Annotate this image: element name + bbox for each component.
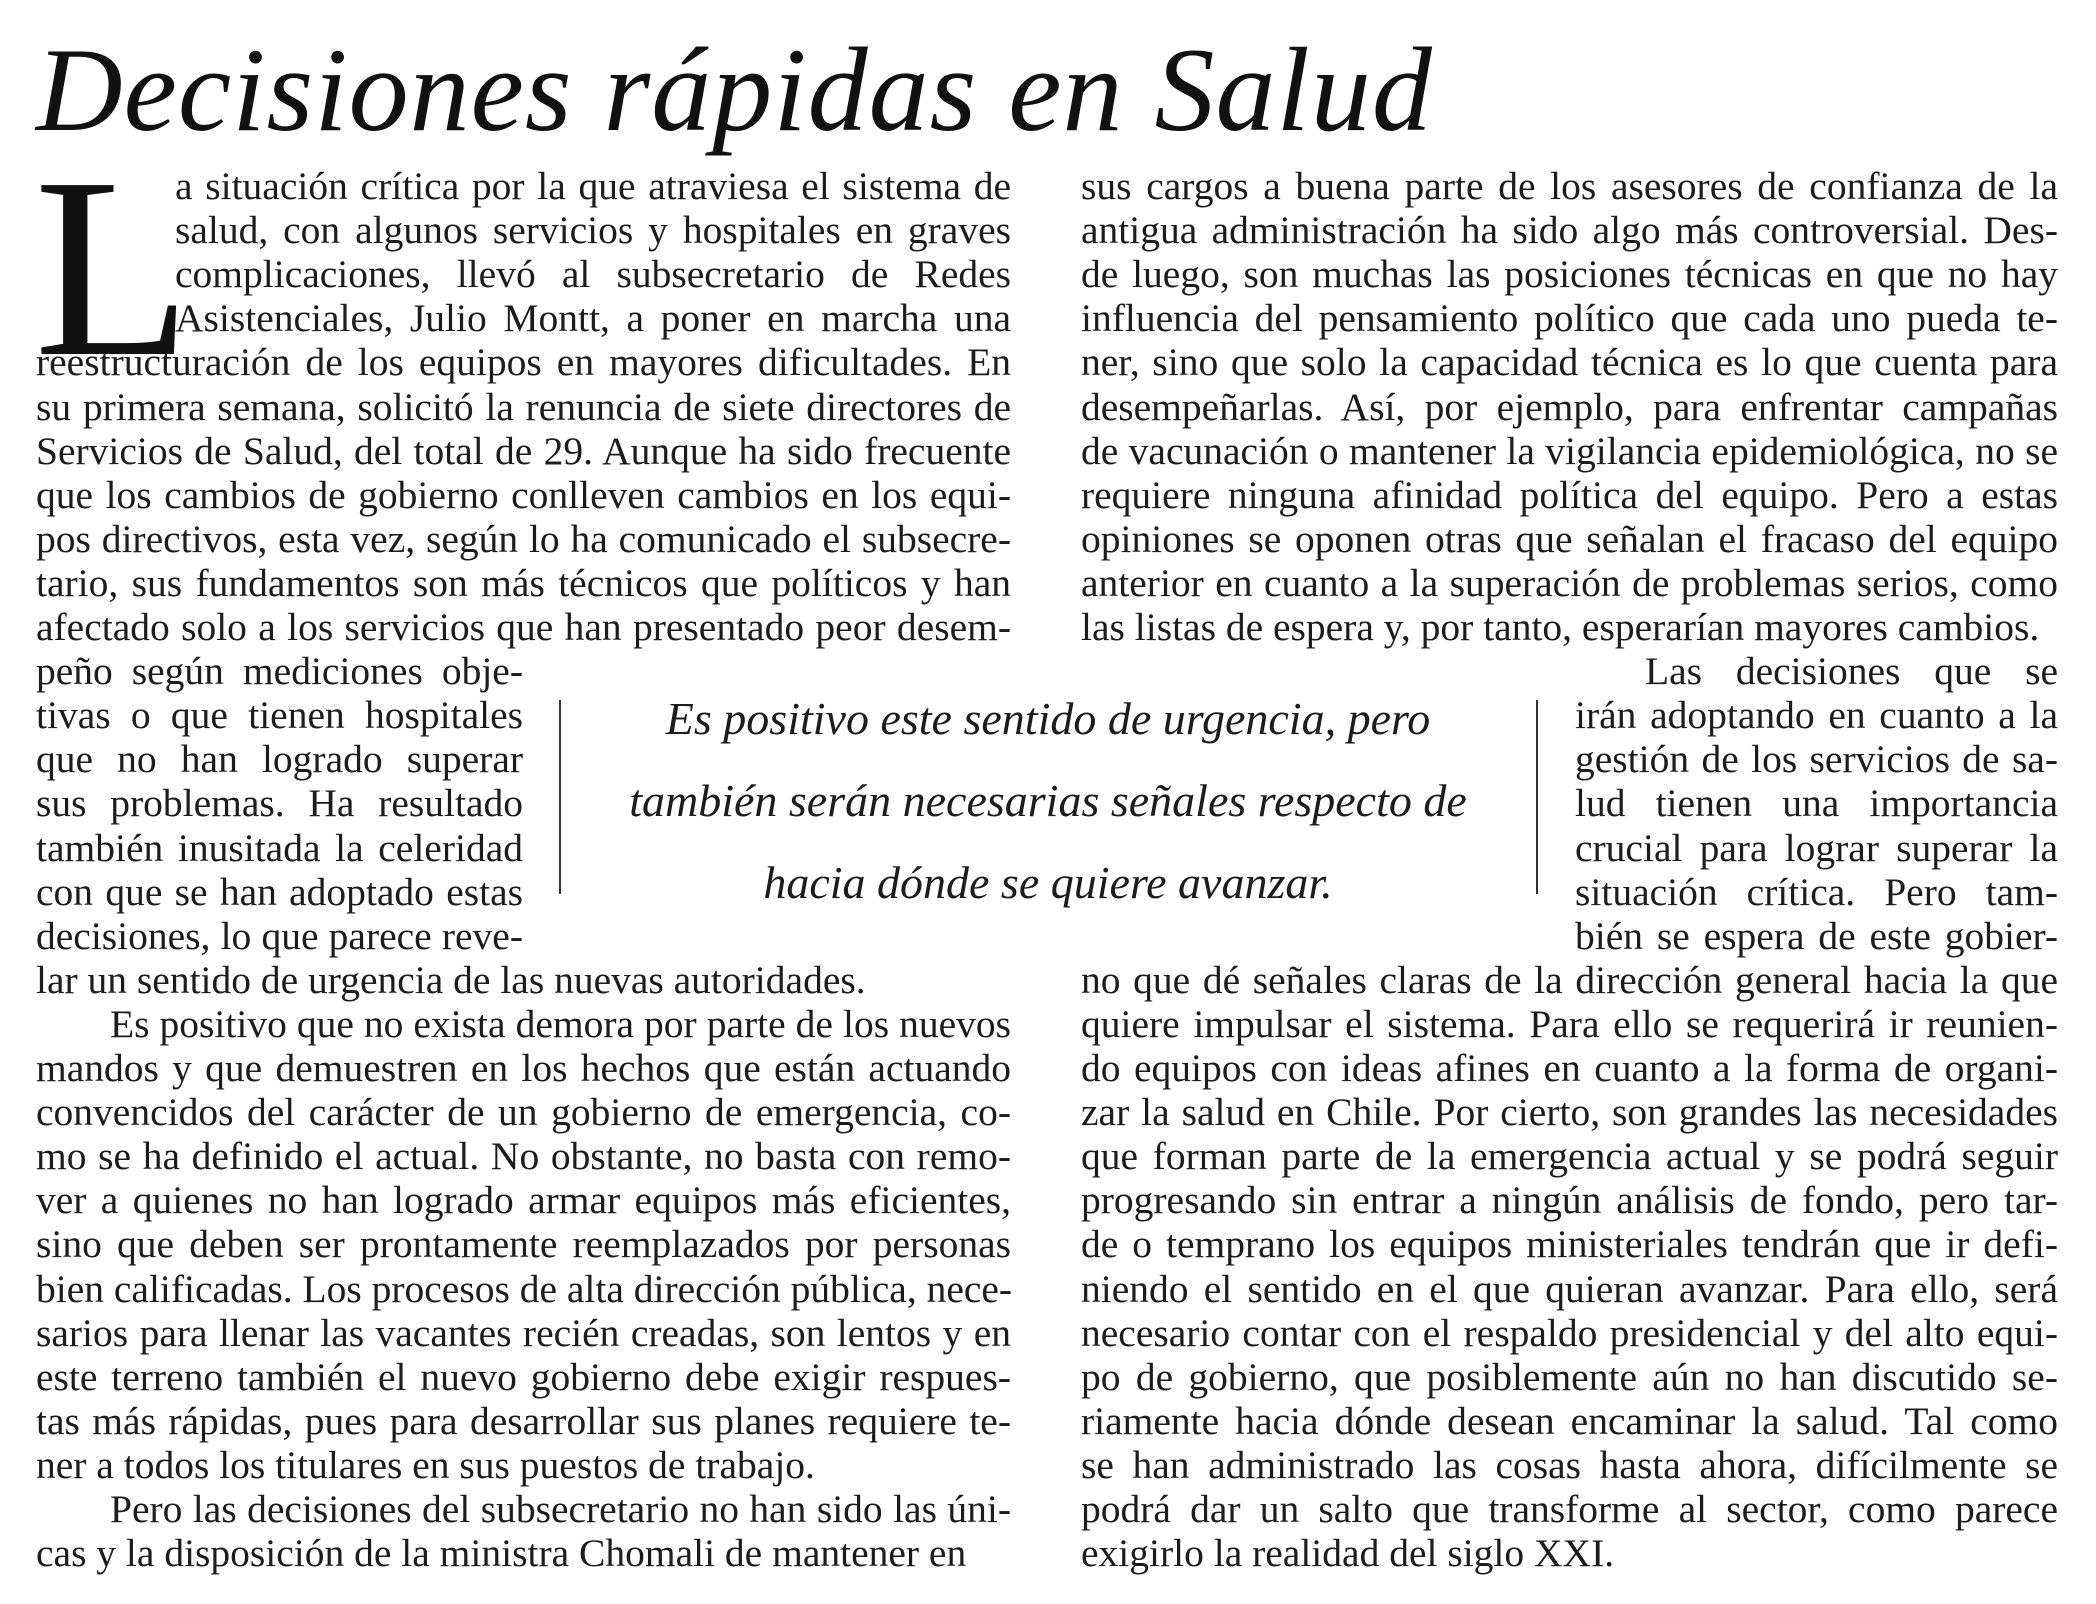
article-title: Decisiones rápidas en Salud <box>36 23 1433 156</box>
left-column-line: cas y la disposición de la ministra Chomali de mantener en <box>36 1531 967 1576</box>
left-column-line: convencidos del carácter de un gobierno de emergencia, co- <box>36 1090 1011 1135</box>
right-column-line: exigirlo la realidad del siglo XXI. <box>1081 1531 1615 1576</box>
right-column-line: irán adoptando en cuanto a la <box>1575 693 2058 738</box>
left-column-line: decisiones, lo que parece reve- <box>36 913 523 958</box>
drop-cap: L <box>34 124 192 410</box>
left-column-line: sus problemas. Ha resultado <box>36 781 523 826</box>
pull-quote-line: también serán necesarias señales respecto de <box>629 775 1467 826</box>
right-column-line: gestión de los servicios de sa- <box>1575 737 2058 782</box>
right-column-line: situación crítica. Pero tam- <box>1575 869 2058 914</box>
right-column-line: las listas de espera y, por tanto, esperarían mayores cambios. <box>1081 605 2040 649</box>
left-column-line: tivas o que tienen hospitales <box>36 693 523 738</box>
left-column-line: Asistenciales, Julio Montt, a poner en marcha una <box>175 296 1011 341</box>
right-column-line: de luego, son muchas las posiciones técnicas en que no hay <box>1081 252 2058 297</box>
right-column-line: necesario contar con el respaldo presidencial y del alto equi- <box>1081 1310 2058 1355</box>
left-column-line: pos directivos, esta vez, según lo ha comunicado el subsecre- <box>36 516 1011 561</box>
right-column-line: crucial para lograr superar la <box>1575 825 2058 870</box>
left-column-line: sino que deben ser prontamente reemplazados por personas <box>36 1222 1011 1267</box>
left-column-line: su primera semana, solicitó la renuncia de siete directores de <box>36 384 1011 429</box>
left-column-line: este terreno también el nuevo gobierno debe exigir respues- <box>36 1354 1011 1399</box>
left-column-line: lar un sentido de urgencia de las nuevas autoridades. <box>36 957 866 1002</box>
left-column-line: Servicios de Salud, del total de 29. Aunque ha sido frecuente <box>36 428 1011 473</box>
right-column-line: lud tienen una importancia <box>1575 781 2058 826</box>
right-column-line: Las decisiones que se <box>1645 649 2058 694</box>
right-column-line: antigua administración ha sido algo más controversial. Des- <box>1081 208 2058 253</box>
right-column-line: bién se espera de este gobier- <box>1575 913 2058 958</box>
left-column-line: salud, con algunos servicios y hospitales en graves <box>175 208 1011 253</box>
right-column-line: que forman parte de la emergencia actual y se podrá seguir <box>1081 1134 2058 1179</box>
pull-quote-left-rule <box>559 700 561 894</box>
left-column-line: complicaciones, llevó al subsecretario de Redes <box>175 252 1011 297</box>
right-column-line: desempeñarlas. Así, por ejemplo, para enfrentar campañas <box>1081 384 2058 429</box>
left-column-line: mo se ha definido el actual. No obstante, no basta con remo- <box>36 1134 1011 1179</box>
left-column-line: reestructuración de los equipos en mayores dificultades. En <box>36 340 1011 385</box>
right-column-line: podrá dar un salto que transforme al sector, como parece <box>1081 1487 2058 1531</box>
left-column-line: afectado solo a los servicios que han presentado peor desem- <box>36 605 1011 649</box>
right-column-line: progresando sin entrar a ningún análisis de fondo, pero tar- <box>1081 1178 2058 1223</box>
left-column-line: que los cambios de gobierno conlleven cambios en los equi- <box>36 472 1011 517</box>
right-column-line: zar la salud en Chile. Por cierto, son grandes las necesidades <box>1081 1090 2058 1135</box>
left-column-line: con que se han adoptado estas <box>36 869 523 914</box>
left-column-line: también inusitada la celeridad <box>36 825 523 870</box>
pull-quote-line: Es positivo este sentido de urgencia, pero <box>665 693 1431 744</box>
right-column-line: riamente hacia dónde desean encaminar la salud. Tal como <box>1081 1398 2058 1443</box>
right-column-line: no que dé señales claras de la dirección general hacia la que <box>1081 957 2058 1002</box>
left-column-line: mandos y que demuestren en los hechos que están actuando <box>36 1046 1011 1090</box>
left-column-line: ver a quienes no han logrado armar equipos más eficientes, <box>36 1178 1011 1223</box>
left-column-line: que no han logrado superar <box>36 737 523 782</box>
pull-quote-right-rule <box>1536 700 1538 894</box>
left-column-line: Pero las decisiones del subsecretario no han sido las úni- <box>110 1487 1011 1531</box>
right-column-line: po de gobierno, que posiblemente aún no han discutido se- <box>1081 1354 2058 1399</box>
right-column-line: se han administrado las cosas hasta ahora, difícilmente se <box>1081 1442 2058 1487</box>
right-column-line: niendo el sentido en el que quieran avanzar. Para ello, será <box>1081 1266 2058 1311</box>
left-column-line: Es positivo que no exista demora por parte de los nuevos <box>110 1001 1011 1046</box>
left-column-line: bien calificadas. Los procesos de alta dirección pública, nece- <box>36 1266 1013 1311</box>
right-column-line: ner, sino que solo la capacidad técnica es lo que cuenta para <box>1081 340 2058 385</box>
left-column-line: a situación crítica por la que atraviesa el sistema de <box>175 164 1011 208</box>
right-column-line: sus cargos a buena parte de los asesores de confianza de la <box>1081 164 2058 208</box>
right-column-line: opiniones se oponen otras que señalan el fracaso del equipo <box>1081 516 2058 561</box>
pull-quote-line: hacia dónde se quiere avanzar. <box>763 857 1333 908</box>
right-column-line: requiere ninguna afinidad política del equipo. Pero a estas <box>1081 472 2058 517</box>
right-column-line: anterior en cuanto a la superación de problemas serios, como <box>1081 560 2058 605</box>
left-column-line: tas más rápidas, pues para desarrollar sus planes requiere te- <box>36 1398 1011 1443</box>
right-column-line: do equipos con ideas afines en cuanto a la forma de organi- <box>1081 1046 2058 1090</box>
left-column-line: sarios para llenar las vacantes recién creadas, son lentos y en <box>36 1310 1011 1355</box>
right-column-line: de vacunación o mantener la vigilancia epidemiológica, no se <box>1081 428 2058 473</box>
right-column-line: quiere impulsar el sistema. Para ello se requerirá ir reunien- <box>1081 1001 2058 1046</box>
right-column-line: de o temprano los equipos ministeriales tendrán que ir defi- <box>1081 1222 2058 1267</box>
left-column-line: ner a todos los titulares en sus puestos de trabajo. <box>36 1442 815 1487</box>
left-column-line: peño según mediciones obje- <box>36 649 523 694</box>
left-column-line: tario, sus fundamentos son más técnicos que políticos y han <box>36 560 1011 605</box>
right-column-line: influencia del pensamiento político que cada uno pueda te- <box>1081 296 2058 341</box>
